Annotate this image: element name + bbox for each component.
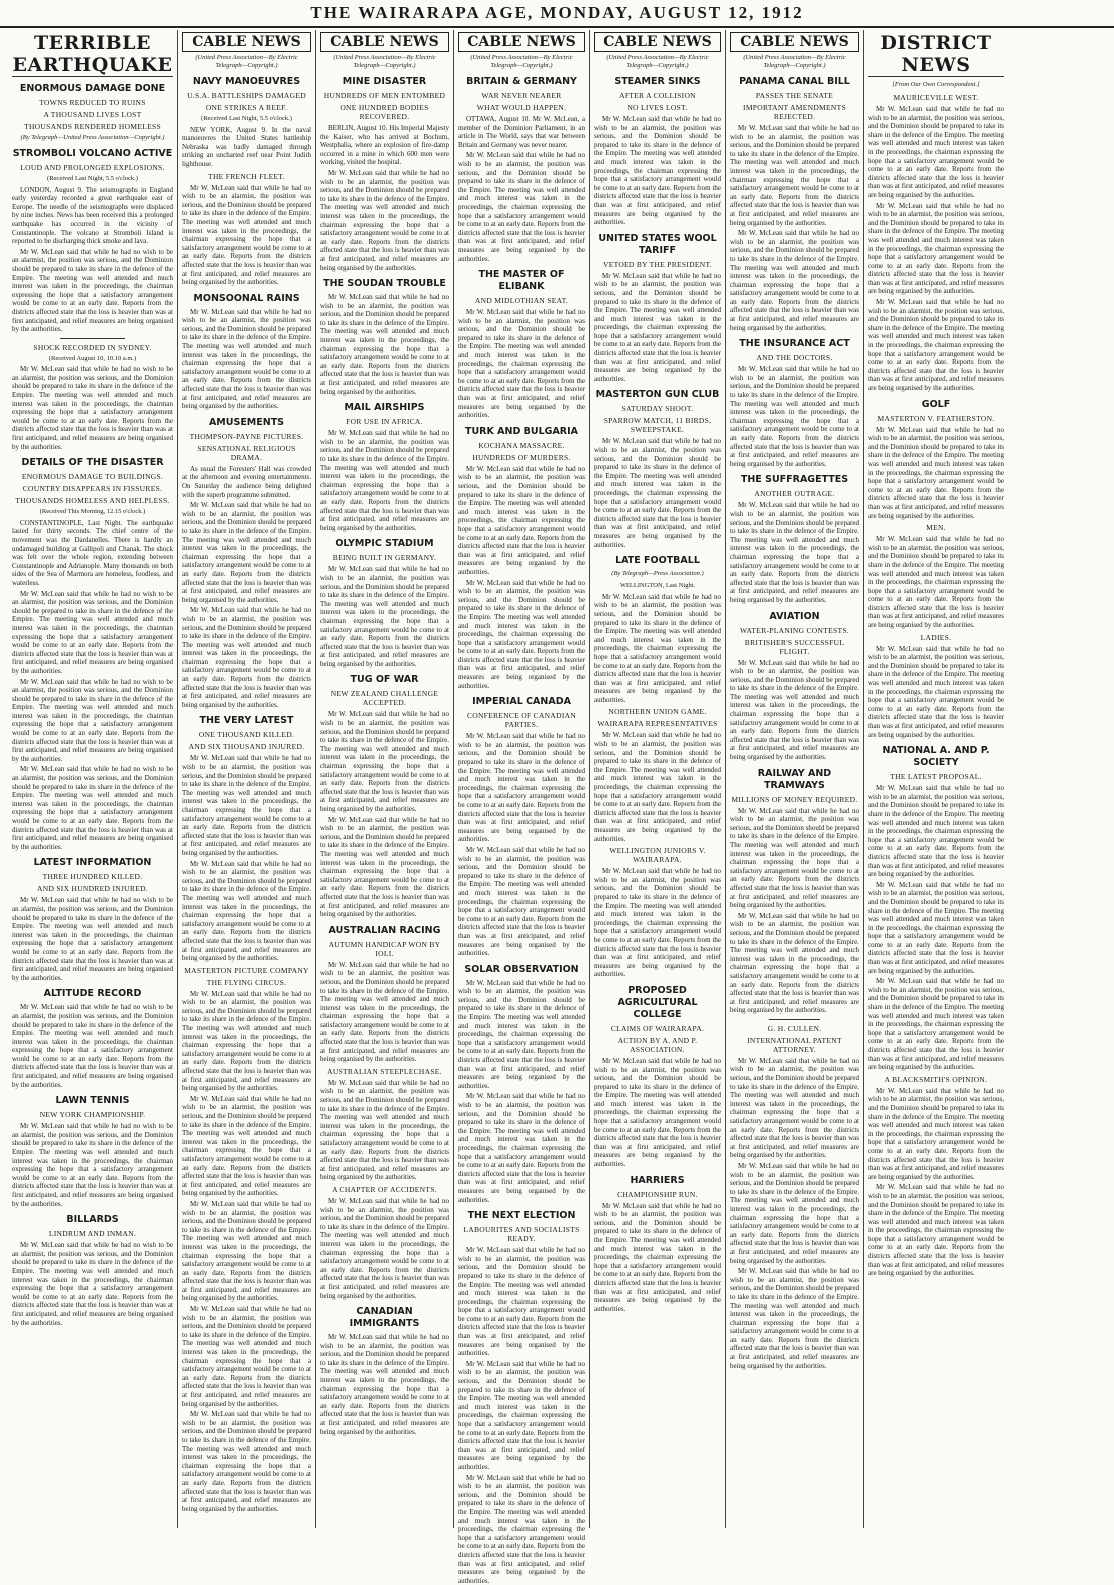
dateline: (Received Last Night, 5.5 o'clock.) — [47, 175, 138, 182]
article-text: Mr W. McLean said that while he had no wish to be an alarmist, the position was serious, and the Dominion should be prepared to take its share in the defence of the Empire. The meeting was well attended and much interest was taken in the proceedings, the chairman expressing the hope that a satisfactory arrangement would be come to at an early date. Reports from the districts affected state that the loss is heavier than was at first anticipated, and relief measures are being organised by the authorities. — [182, 307, 311, 411]
section-subheading: THOMPSON-PAYNE PICTURES. — [189, 431, 304, 441]
section-heading: UNITED STATES WOOL TARIFF — [598, 232, 717, 256]
section-heading: THE MASTER OF ELIBANK — [478, 269, 565, 293]
newspaper-columns — [8, 30, 1108, 1585]
section-heading: MINE DISASTER — [342, 76, 427, 87]
dateline: (Received This Morning, 12.15 o'clock.) — [39, 508, 146, 516]
article-text: Mr W. McLean said that while he had no wish to be an alarmist, the position was serious, and the Dominion should be prepared to take its share in the defence of the Empire. The meeting was well attended and much interest was taken in the proceedings, the chairman expressing the hope that a satisfactory arrangement would be come to at an early date. Reports from the districts affected state that the loss is heavier than was at first anticipated, and relief measures are being organised by the authorities. — [594, 867, 721, 979]
section-heading: STROMBOLI VOLCANO ACTIVE — [12, 148, 173, 159]
section-subheading: HUNDREDS OF MURDERS. — [472, 452, 571, 462]
article-text: Mr W. McLean said that while he had no wish to be an alarmist, the position was serious, and the Dominion should be prepared to take its share in the defence of the Empire. The meeting was well attended and much interest was taken in the proceedings, the chairman expressing the hope that a satisfactory arrangement would be come to at an early date. Reports from the districts affected state that the loss is heavier than was at first anticipated, and relief measures are being organised by the authorities. — [730, 124, 859, 227]
article-text: Mr W. McLean said that while he had no wish to be an alarmist, the position was serious, and the Dominion should be prepared to take its share in the defence of the Empire. The meeting was well attended and much interest was taken in the proceedings, the chairman expressing the hope that a satisfactory arrangement would be come to at an early date. Reports from the districts affected state that the loss is heavier than was at first anticipated, and relief measures are being organised by the authorities. — [868, 105, 1004, 199]
article-text: Mr W. McLean said that while he had no wish to be an alarmist, the position was serious, and the Dominion should be prepared to take its share in the defence of the Empire. The meeting was well attended and much interest was taken in the proceedings, the chairman expressing the hope that a satisfactory arrangement would be come to at an early date. Reports from the districts affected state that the loss is heavier than was at first anticipated, and relief measures are being organised by the authorities. — [320, 168, 449, 272]
section-heading: AUSTRALIAN RACING — [328, 924, 441, 936]
section-subheading: SHOCK RECORDED IN SYDNEY. — [33, 342, 152, 352]
column-6 — [726, 30, 864, 1528]
section-subheading: WAIRARAPA REPRESENTATIVES — [597, 719, 718, 729]
article-text: Mr W. McLean said that while he had no wish to be an alarmist, the position was serious, and the Dominion should be prepared to take its share in the defence of the Empire. The meeting was well attended and much interest was taken in the proceedings, the chairman expressing the hope that a satisfactory arrangement would be come to at an early date. Reports from the districts affected state that the loss is heavier than was at first anticipated, and relief measures are being organised by the authorities. — [320, 293, 449, 396]
section-subheading: THE FRENCH FLEET. — [208, 171, 285, 181]
section-heading: NAVY MANOEUVRES — [192, 76, 301, 87]
article-text: Mr W. McLean said that while he had no wish to be an alarmist, the position was serious, and the Dominion should be prepared to take its share in the defence of the Empire. The meeting was well attended and much interest was taken in the proceedings, the chairman expressing the hope that a satisfactory arrangement would be come to at an early date. Reports from the districts affected state that the loss is heavier than was at first anticipated, and relief measures are being organised by the authorities. — [730, 1267, 859, 1370]
section-subheading: AUSTRALIAN STEEPLECHASE. — [327, 1066, 442, 1076]
article-text: Mr W. McLean said that while he had no wish to be an alarmist, the position was serious, and the Dominion should be prepared to take its share in the defence of the Empire. The meeting was well attended and much interest was taken in the proceedings, the chairman expressing the hope that a satisfactory arrangement would be come to at an early date. Reports from the districts affected state that the loss is heavier than was at first anticipated, and relief measures are being organised by the authorities. — [868, 298, 1004, 392]
section-subheading: BRITISHER'S SUCCESSFUL FLIGHT. — [744, 637, 845, 656]
section-subheading: BEING BUILT IN GERMANY. — [332, 553, 437, 563]
section-subheading: HUNDREDS OF MEN ENTOMBED — [323, 91, 446, 100]
section-subheading: LABOURITES AND SOCIALISTS READY. — [463, 1225, 580, 1244]
article-text: Mr W. McLean said that while he had no wish to be an alarmist, the position was serious, and the Dominion should be prepared to take its share in the defence of the Empire. The meeting was well attended and much interest was taken in the proceedings, the chairman expressing the hope that a satisfactory arrangement would be come to at an early date. Reports from the districts affected state that the loss is heavier than was at first anticipated, and relief measures are being organised by the authorities. — [182, 989, 311, 1093]
article-text: Mr W. McLean said that while he had no wish to be an alarmist, the position was serious, and the Dominion should be prepared to take its share in the defence of the Empire. The meeting was well attended and much interest was taken in the proceedings, the chairman expressing the hope that a satisfactory arrangement would be come to at an early date. Reports from the districts affected state that the loss is heavier than was at first anticipated, and relief measures are being organised by the authorities. — [320, 815, 449, 919]
section-subheading: G. H. CULLEN. — [767, 1023, 822, 1033]
article-text: Mr W. McLean said that while he had no wish to be an alarmist, the position was serious, and the Dominion should be prepared to take its share in the defence of the Empire. The meeting was well attended and much interest was taken in the proceedings, the chairman expressing the hope that a satisfactory arrangement would be come to at an early date. Reports from the districts affected state that the loss is heavier than was at first anticipated, and relief measures are being organised by the authorities. — [12, 589, 173, 675]
section-subheading: A CHAPTER OF ACCIDENTS. — [332, 1184, 437, 1194]
headline-district-news: DISTRICT NEWS — [868, 32, 1004, 77]
section-heading: AMUSEMENTS — [208, 416, 285, 428]
section-subheading: LOUD AND PROLONGED EXPLOSIONS. — [20, 163, 165, 172]
section-subheading: SATURDAY SHOOT. — [621, 404, 694, 414]
article-text: Mr W. McLean said that while he had no wish to be an alarmist, the position was serious, and the Dominion should be prepared to take its share in the defence of the Empire. The meeting was well attended and much interest was taken in the proceedings, the chairman expressing the hope that a satisfactory arrangement would be come to at an early date. Reports from the districts affected state that the loss is heavier than was at first anticipated, and relief measures are being organised by the authorities. — [12, 896, 173, 982]
article-text: Mr W. McLean said that while he had no wish to be an alarmist, the position was serious, and the Dominion should be prepared to take its share in the defence of the Empire. The meeting was well attended and much interest was taken in the proceedings, the chairman expressing the hope that a satisfactory arrangement would be come to at an early date. Reports from the districts affected state that the loss is heavier than was at first anticipated, and relief measures are being organised by the authorities. — [868, 535, 1004, 630]
article-text: Mr W. McLean said that while he had no wish to be an alarmist, the position was serious, and the Dominion should be prepared to take its share in the defence of the Empire. The meeting was well attended and much interest was taken in the proceedings, the chairman expressing the hope that a satisfactory arrangement would be come to at an early date. Reports from the districts affected state that the loss is heavier than was at first anticipated, and relief measures are being organised by the authorities. — [730, 911, 859, 1015]
dateline: (Received August 10, 10.10 a.m.) — [48, 354, 137, 362]
article-text: As usual the Foresters' Hall was crowded at the afternoon and evening entertainments. On Saturday the audience being delighted with the superb programme submitted. — [182, 464, 311, 499]
article-text: Mr W. McLean said that while he had no wish to be an alarmist, the position was serious, and the Dominion should be prepared to take its share in the defence of the Empire. The meeting was well attended and much interest was taken in the proceedings, the chairman expressing the hope that a satisfactory arrangement would be come to at an early date. Reports from the districts affected state that the loss is heavier than was at first anticipated, and relief measures are being organised by the authorities. — [458, 151, 585, 263]
section-heading: LATEST INFORMATION — [33, 857, 152, 869]
article-text: Mr W. McLean said that while he had no wish to be an alarmist, the position was serious, and the Dominion should be prepared to take its share in the defence of the Empire. The meeting was well attended and much interest was taken in the proceedings, the chairman expressing the hope that a satisfactory arrangement would be come to at an early date. Reports from the districts affected state that the loss is heavier than was at first anticipated, and relief measures are being organised by the authorities. — [458, 732, 585, 844]
section-heading: THE INSURANCE ACT — [739, 338, 850, 350]
article-text: Mr W. McLean said that while he had no wish to be an alarmist, the position was serious, and the Dominion should be prepared to take its share in the defence of the Empire. The meeting was well attended and much interest was taken in the proceedings, the chairman expressing the hope that a satisfactory arrangement would be come to at an early date. Reports from the districts affected state that the loss is heavier than was at first anticipated, and relief measures are being organised by the authorities. — [458, 1092, 585, 1204]
article-text: Mr W. McLean said that while he had no wish to be an alarmist, the position was serious, and the Dominion should be prepared to take its share in the defence of the Empire. The meeting was well attended and much interest was taken in the proceedings, the chairman expressing the hope that a satisfactory arrangement would be come to at an early date. Reports from the districts affected state that the loss is heavier than was at first anticipated, and relief measures are being organised by the authorities. — [868, 425, 1004, 520]
article-text: Mr W. McLean said that while he had no wish to be an alarmist, the position was serious, and the Dominion should be prepared to take its share in the defence of the Empire. The meeting was well attended and much interest was taken in the proceedings, the chairman expressing the hope that a satisfactory arrangement would be come to at an early date. Reports from the districts affected state that the loss is heavier than was at first anticipated, and relief measures are being organised by the authorities. — [12, 1241, 173, 1327]
section-heading: TUG OF WAR — [350, 674, 419, 686]
article-text: Mr W. McLean said that while he had no wish to be an alarmist, the position was serious, and the Dominion should be prepared to take its share in the defence of the Empire. The meeting was well attended and much interest was taken in the proceedings, the chairman expressing the hope that a satisfactory arrangement would be come to at an early date. Reports from the districts affected state that the loss is heavier than was at first anticipated, and relief measures are being organised by the authorities. — [320, 429, 449, 532]
section-subheading: MAURICEVILLE WEST. — [893, 93, 979, 102]
article-text: Mr W. McLean said that while he had no wish to be an alarmist, the position was serious, and the Dominion should be prepared to take its share in the defence of the Empire. The meeting was well attended and much interest was taken in the proceedings, the chairman expressing the hope that a satisfactory arrangement would be come to at an early date. Reports from the districts affected state that the loss is heavier than was at first anticipated, and relief measures are being organised by the authorities. — [12, 1003, 173, 1089]
section-subheading: NORTHERN UNION GAME. — [608, 707, 707, 717]
section-subheading: LADIES. — [920, 632, 952, 642]
section-subheading: CLAIMS OF WAIRARAPA. — [610, 1023, 705, 1033]
article-text: Mr W. McLean said that while he had no wish to be an alarmist, the position was serious, and the Dominion should be prepared to take its share in the defence of the Empire. The meeting was well attended and much interest was taken in the proceedings, the chairman expressing the hope that a satisfactory arrangement would be come to at an early date. Reports from the districts affected state that the loss is heavier than was at first anticipated, and relief measures are being organised by the authorities. — [458, 464, 585, 576]
section-subheading: THE FLYING CIRCUS. — [206, 977, 287, 987]
section-heading: THE SOUDAN TROUBLE — [323, 278, 446, 290]
article-text: Mr W. McLean said that while he had no wish to be an alarmist, the position was serious, and the Dominion should be prepared to take its share in the defence of the Empire. The meeting was well attended and much interest was taken in the proceedings, the chairman expressing the hope that a satisfactory arrangement would be come to at an early date. Reports from the districts affected state that the loss is heavier than was at first anticipated, and relief measures are being organised by the authorities. — [320, 1333, 449, 1436]
section-subheading: ONE HUNDRED BODIES RECOVERED. — [340, 103, 429, 121]
section-heading: THE NEXT ELECTION — [467, 1210, 576, 1222]
article-text: Mr W. McLean said that while he had no wish to be an alarmist, the position was serious, and the Dominion should be prepared to take its share in the defence of the Empire. The meeting was well attended and much interest was taken in the proceedings, the chairman expressing the hope that a satisfactory arrangement would be come to at an early date. Reports from the districts affected state that the loss is heavier than was at first anticipated, and relief measures are being organised by the authorities. — [182, 859, 311, 963]
section-subheading: CHAMPIONSHIP RUN. — [617, 1189, 698, 1199]
section-heading: AVIATION — [769, 610, 820, 622]
subhead: ENORMOUS DAMAGE DONE — [19, 83, 166, 94]
section-subheading: SENSATIONAL RELIGIOUS DRAMA. — [197, 443, 296, 462]
article-text: NEW YORK, August 9. In the naval manoeuvres the United States battleship Nebraska was badly damaged through striking an uncharted reef near Point Judith lighthouse. — [182, 125, 311, 168]
article-text: Mr W. McLean said that while he had no wish to be an alarmist, the position was serious, and the Dominion should be prepared to take its share in the defence of the Empire. The meeting was well attended and much interest was taken in the proceedings, the chairman expressing the hope that a satisfactory arrangement would be come to at an early date. Reports from the districts affected state that the loss is heavier than was at first anticipated, and relief measures are being organised by the authorities. — [320, 1196, 449, 1300]
article-text: Mr W. McLean said that while he had no wish to be an alarmist, the position was serious, and the Dominion should be prepared to take its share in the defence of the Empire. The meeting was well attended and much interest was taken in the proceedings, the chairman expressing the hope that a satisfactory arrangement would be come to at an early date. Reports from the districts affected state that the loss is heavier than was at first anticipated, and relief measures are being organised by the authorities. — [458, 1473, 585, 1585]
masthead: THE WAIRARAPA AGE, MONDAY, AUGUST 12, 1912 — [0, 0, 1114, 28]
article-text: Mr W. McLean said that while he had no wish to be an alarmist, the position was serious, and the Dominion should be prepared to take its share in the defence of the Empire. The meeting was well attended and much interest was taken in the proceedings, the chairman expressing the hope that a satisfactory arrangement would be come to at an early date. Reports from the districts affected state that the loss is heavier than was at first anticipated, and relief measures are being organised by the authorities. — [320, 565, 449, 668]
article-text: Mr W. McLean said that while he had no wish to be an alarmist, the position was serious, and the Dominion should be prepared to take its share in the defence of the Empire. The meeting was well attended and much interest was taken in the proceedings, the chairman expressing the hope that a satisfactory arrangement would be come to at an early date. Reports from the districts affected state that the loss is heavier than was at first anticipated, and relief measures are being organised by the authorities. — [12, 365, 173, 451]
article-text: Mr W. McLean said that while he had no wish to be an alarmist, the position was serious, and the Dominion should be prepared to take its share in the defence of the Empire. The meeting was well attended and much interest was taken in the proceedings, the chairman expressing the hope that a satisfactory arrangement would be come to at an early date. Reports from the districts affected state that the loss is heavier than was at first anticipated, and relief measures are being organised by the authorities. — [730, 806, 859, 910]
section-heading: TURK AND BULGARIA — [464, 425, 579, 437]
subhead: A THOUSAND LIVES LOST — [43, 110, 142, 119]
section-heading: THE SUFFRAGETTES — [740, 474, 849, 486]
credit-line: (By Telegraph—United Press Association—Copyright.) — [20, 134, 165, 141]
section-subheading: WAR NEVER NEARER — [481, 91, 562, 100]
article-text: Mr W. McLean said that while he had no wish to be an alarmist, the position was serious, and the Dominion should be prepared to take its share in the defence of the Empire. The meeting was well attended and much interest was taken in the proceedings, the chairman expressing the hope that a satisfactory arrangement would be come to at an early date. Reports from the districts affected state that the loss is heavier than was at first anticipated, and relief measures are being organised by the authorities. — [182, 1199, 311, 1303]
article-text: Mr W. McLean said that while he had no wish to be an alarmist, the position was serious, and the Dominion should be prepared to take its share in the defence of the Empire. The meeting was well attended and much interest was taken in the proceedings, the chairman expressing the hope that a satisfactory arrangement would be come to at an early date. Reports from the districts affected state that the loss is heavier than was at first anticipated, and relief measures are being organised by the authorities. — [594, 271, 721, 383]
credit-line: (United Press Association—By Electric Telegraph—Copyright.) — [333, 54, 436, 69]
column-4 — [454, 30, 590, 1585]
section-heading: NATIONAL A. AND P. SOCIETY — [882, 745, 990, 769]
section-subheading: ACTION BY A. AND P. ASSOCIATION. — [617, 1035, 698, 1054]
article-text: Mr W. McLean said that while he had no wish to be an alarmist, the position was serious, and the Dominion should be prepared to take its share in the defence of the Empire. The meeting was well attended and much interest was taken in the proceedings, the chairman expressing the hope that a satisfactory arrangement would be come to at an early date. Reports from the districts affected state that the loss is heavier than was at first anticipated, and relief measures are being organised by the authorities. — [868, 784, 1004, 879]
article-text: Mr W. McLean said that while he had no wish to be an alarmist, the position was serious, and the Dominion should be prepared to take its share in the defence of the Empire. The meeting was well attended and much interest was taken in the proceedings, the chairman expressing the hope that a satisfactory arrangement would be come to at an early date. Reports from the districts affected state that the loss is heavier than was at first anticipated, and relief measures are being organised by the authorities. — [182, 1305, 311, 1408]
article-text: Mr W. McLean said that while he had no wish to be an alarmist, the position was serious, and the Dominion should be prepared to take its share in the defence of the Empire. The meeting was well attended and much interest was taken in the proceedings, the chairman expressing the hope that a satisfactory arrangement would be come to at an early date. Reports from the districts affected state that the loss is heavier than was at first anticipated, and relief measures are being organised by the authorities. — [730, 229, 859, 332]
article-text: Mr W. McLean said that while he had no wish to be an alarmist, the position was serious, and the Dominion should be prepared to take its share in the defence of the Empire. The meeting was well attended and much interest was taken in the proceedings, the chairman expressing the hope that a satisfactory arrangement would be come to at an early date. Reports from the districts affected state that the loss is heavier than was at first anticipated, and relief measures are being organised by the authorities. — [182, 606, 311, 709]
section-subheading: FOR USE IN AFRICA. — [346, 417, 423, 427]
section-heading: LAWN TENNIS — [55, 1095, 130, 1107]
section-heading: DETAILS OF THE DISASTER — [21, 457, 164, 469]
column-7 — [864, 30, 1008, 1528]
article-text: Mr W. McLean said that while he had no wish to be an alarmist, the position was serious, and the Dominion should be prepared to take its share in the defence of the Empire. The meeting was well attended and much interest was taken in the proceedings, the chairman expressing the hope that a satisfactory arrangement would be come to at an early date. Reports from the districts affected state that the loss is heavier than was at first anticipated, and relief measures are being organised by the authorities. — [594, 115, 721, 227]
divider — [60, 338, 124, 339]
article-text: Mr W. McLean said that while he had no wish to be an alarmist, the position was serious, and the Dominion should be prepared to take its share in the defence of the Empire. The meeting was well attended and much interest was taken in the proceedings, the chairman expressing the hope that a satisfactory arrangement would be come to at an early date. Reports from the districts affected state that the loss is heavier than was at first anticipated, and relief measures are being organised by the authorities. — [730, 658, 859, 762]
section-subheading: VETOED BY THE PRESIDENT. — [602, 259, 712, 269]
section-heading: GOLF — [921, 398, 951, 410]
credit-line: (By Telegraph—Press Association.) — [611, 570, 704, 578]
section-heading: LATE FOOTBALL — [615, 555, 700, 567]
section-subheading: AFTER A COLLISION — [619, 91, 696, 100]
article-text: Mr W. McLean said that while he had no wish to be an alarmist, the position was serious, and the Dominion should be prepared to take its share in the defence of the Empire. The meeting was well attended and much interest was taken in the proceedings, the chairman expressing the hope that a satisfactory arrangement would be come to at an early date. Reports from the districts affected state that the loss is heavier than was at first anticipated, and relief measures are being organised by the authorities. — [594, 437, 721, 549]
section-subheading: WATER-PLANING CONTESTS. — [740, 625, 849, 635]
section-subheading: MEN. — [926, 523, 946, 533]
credit-line: (United Press Association—By Electric Telegraph—Copyright.) — [195, 54, 298, 69]
section-heading: ALTITUDE RECORD — [43, 988, 142, 1000]
article-text: Mr W. McLean said that while he had no wish to be an alarmist, the position was serious, and the Dominion should be prepared to take its share in the defence of the Empire. The meeting was well attended and much interest was taken in the proceedings, the chairman expressing the hope that a satisfactory arrangement would be come to at an early date. Reports from the districts affected state that the loss is heavier than was at first anticipated, and relief measures are being organised by the authorities. — [868, 977, 1004, 1072]
section-subheading: THREE HUNDRED KILLED. — [42, 872, 143, 882]
section-subheading: ANOTHER OUTRAGE. — [754, 489, 835, 499]
section-heading: MAIL AIRSHIPS — [344, 402, 425, 414]
cable-news-banner: CABLE NEWS — [182, 32, 311, 52]
section-heading: IMPERIAL CANADA — [472, 696, 571, 708]
article-text: Mr W. McLean said that while he had no wish to be an alarmist, the position was serious, and the Dominion should be prepared to take its share in the defence of the Empire. The meeting was well attended and much interest was taken in the proceedings, the chairman expressing the hope that a satisfactory arrangement would be come to at an early date. Reports from the districts affected state that the loss is heavier than was at first anticipated, and relief measures are being organised by the authorities. — [182, 501, 311, 604]
section-heading: STEAMER SINKS — [614, 76, 701, 87]
article-text: Mr W. McLean said that while he had no wish to be an alarmist, the position was serious, and the Dominion should be prepared to take its share in the defence of the Empire. The meeting was well attended and much interest was taken in the proceedings, the chairman expressing the hope that a satisfactory arrangement would be come to at an early date. Reports from the districts affected state that the loss is heavier than was at first anticipated, and relief measures are being organised by the authorities. — [12, 677, 173, 763]
article-text: Mr W. McLean said that while he had no wish to be an alarmist, the position was serious, and the Dominion should be prepared to take its share in the defence of the Empire. The meeting was well attended and much interest was taken in the proceedings, the chairman expressing the hope that a satisfactory arrangement would be come to at an early date. Reports from the districts affected state that the loss is heavier than was at first anticipated, and relief measures are being organised by the authorities. — [458, 308, 585, 420]
section-subheading: NO LIVES LOST. — [627, 103, 688, 112]
section-subheading: NEW YORK CHAMPIONSHIP. — [39, 1110, 146, 1120]
article-text: Mr W. McLean said that while he had no wish to be an alarmist, the position was serious, and the Dominion should be prepared to take its share in the defence of the Empire. The meeting was well attended and much interest was taken in the proceedings, the chairman expressing the hope that a satisfactory arrangement would be come to at an early date. Reports from the districts affected state that the loss is heavier than was at first anticipated, and relief measures are being organised by the authorities. — [868, 1086, 1004, 1181]
section-heading: CANADIAN IMMIGRANTS — [349, 1306, 420, 1330]
article-text: CONSTANTINOPLE, Last Night. The earthquake lasted for thirty seconds. The chief centre of the movement was the Dardanelles. There is hardly an undamaged building at Gallipoli and Chanak. The shock was felt over the whole region, extending between Constantinople and Adrianople. Many thousands on both sides of the Sea of Marmora are homeless, foodless, and waterless. — [12, 518, 173, 587]
section-heading: BRITAIN & GERMANY — [466, 76, 577, 87]
section-heading: HARRIERS — [630, 1174, 685, 1186]
section-subheading: COUNTRY DISAPPEARS IN FISSURES. — [22, 484, 163, 494]
section-subheading: AND SIX HUNDRED INJURED. — [37, 884, 148, 894]
column-1 — [8, 30, 178, 1528]
section-subheading: U.S.A. BATTLESHIPS DAMAGED — [187, 91, 306, 100]
article-text: Mr W. McLean said that while he had no wish to be an alarmist, the position was serious, and the Dominion should be prepared to take its share in the defence of the Empire. The meeting was well attended and much interest was taken in the proceedings, the chairman expressing the hope that a satisfactory arrangement would be come to at an early date. Reports from the districts affected state that the loss is heavier than was at first anticipated, and relief measures are being organised by the authorities. — [182, 1094, 311, 1198]
cable-news-banner: CABLE NEWS — [458, 32, 585, 52]
article-text: Mr W. McLean said that while he had no wish to be an alarmist, the position was serious, and the Dominion should be prepared to take its share in the defence of the Empire. The meeting was well attended and much interest was taken in the proceedings, the chairman expressing the hope that a satisfactory arrangement would be come to at an early date. Reports from the districts affected state that the loss is heavier than was at first anticipated, and relief measures are being organised by the authorities. — [594, 1201, 721, 1313]
article-text: Mr W. McLean said that while he had no wish to be an alarmist, the position was serious, and the Dominion should be prepared to take its share in the defence of the Empire. The meeting was well attended and much interest was taken in the proceedings, the chairman expressing the hope that a satisfactory arrangement would be come to at an early date. Reports from the districts affected state that the loss is heavier than was at first anticipated, and relief measures are being organised by the authorities. — [182, 183, 311, 287]
article-text: LONDON, August 9. The seismographs in England early yesterday recorded a great earthquake east of Europe. The needle of the seismographs were displaced by nine inches. News has been received this a prolonged earthquake has occurred in the vicinity of Constantinople. The volcano at Stromboli Island is reported to be discharging thick smoke and lava. — [12, 185, 173, 246]
article-text: Mr W. McLean said that while he had no wish to be an alarmist, the position was serious, and the Dominion should be prepared to take its share in the defence of the Empire. The meeting was well attended and much interest was taken in the proceedings, the chairman expressing the hope that a satisfactory arrangement would be come to at an early date. Reports from the districts affected state that the loss is heavier than was at first anticipated, and relief measures are being organised by the authorities. — [320, 1078, 449, 1182]
dateline: (Received Last Night, 5.5 o'clock.) — [201, 115, 292, 122]
section-subheading: IMPORTANT AMENDMENTS REJECTED. — [743, 103, 846, 121]
article-text: Mr W. McLean said that while he had no wish to be an alarmist, the position was serious, and the Dominion should be prepared to take its share in the defence of the Empire. The meeting was well attended and much interest was taken in the proceedings, the chairman expressing the hope that a satisfactory arrangement would be come to at an early date. Reports from the districts affected state that the loss is heavier than was at first anticipated, and relief measures are being organised by the authorities. — [730, 1056, 859, 1160]
section-heading: RAILWAY AND TRAMWAYS — [757, 767, 832, 791]
section-subheading: ONE STRIKES A REEF. — [205, 103, 288, 112]
section-heading: THE VERY LATEST — [199, 715, 294, 727]
credit-line: (United Press Association—By Electric Telegraph—Copyright.) — [743, 54, 846, 69]
credit-line: (United Press Association—By Electric Telegraph—Copyright.) — [606, 54, 709, 69]
article-text: OTTAWA, August 10. Mr W. McLean, a member of the Dominion Parliament, in an article in The World, says that war between Britain and Germany was never nearer. — [458, 115, 585, 149]
subhead: THOUSANDS RENDERED HOMELESS — [24, 122, 161, 131]
article-text: Mr W. McLean said that while he had no wish to be an alarmist, the position was serious, and the Dominion should be prepared to take its share in the defence of the Empire. The meeting was well attended and much interest was taken in the proceedings, the chairman expressing the hope that a satisfactory arrangement would be come to at an early date. Reports from the districts affected state that the loss is heavier than was at first anticipated, and relief measures are being organised by the authorities. — [458, 578, 585, 690]
section-subheading: LINDRUM AND INMAN. — [48, 1229, 137, 1239]
section-subheading: MASTERTON V. FEATHERSTON. — [877, 413, 995, 423]
article-text: Mr W. McLean said that while he had no wish to be an alarmist, the position was serious, and the Dominion should be prepared to take its share in the defence of the Empire. The meeting was well attended and much interest was taken in the proceedings, the chairman expressing the hope that a satisfactory arrangement would be come to at an early date. Reports from the districts affected state that the loss is heavier than was at first anticipated, and relief measures are being organised by the authorities. — [594, 731, 721, 843]
section-subheading: MASTERTON PICTURE COMPANY — [184, 965, 309, 975]
section-heading: SOLAR OBSERVATION — [464, 963, 579, 975]
article-text: Mr W. McLean said that while he had no wish to be an alarmist, the position was serious, and the Dominion should be prepared to take its share in the defence of the Empire. The meeting was well attended and much interest was taken in the proceedings, the chairman expressing the hope that a satisfactory arrangement would be come to at an early date. Reports from the districts affected state that the loss is heavier than was at first anticipated, and relief measures are being organised by the authorities. — [868, 1183, 1004, 1278]
section-heading: BILLARDS — [66, 1214, 119, 1226]
section-subheading: ONE THOUSAND KILLED. — [198, 730, 295, 740]
article-text: Mr W. McLean said that while he had no wish to be an alarmist, the position was serious, and the Dominion should be prepared to take its share in the defence of the Empire. The meeting was well attended and much interest was taken in the proceedings, the chairman expressing the hope that a satisfactory arrangement would be come to at an early date. Reports from the districts affected state that the loss is heavier than was at first anticipated, and relief measures are being organised by the authorities. — [12, 247, 173, 334]
section-subheading: AND SIX THOUSAND INJURED. — [188, 742, 305, 752]
section-heading: MONSOONAL RAINS — [193, 292, 300, 304]
section-subheading: INTERNATIONAL PATENT ATTORNEY. — [747, 1035, 842, 1054]
section-subheading: CONFERENCE OF CANADIAN PARTIES. — [466, 711, 577, 730]
section-subheading: THE LATEST PROPOSAL. — [890, 772, 982, 782]
credit-line: (United Press Association—By Electric Telegraph—Copyright.) — [470, 54, 573, 69]
section-subheading: AND THE DOCTORS. — [756, 353, 833, 363]
headline-earthquake: TERRIBLE EARTHQUAKE — [12, 32, 173, 76]
article-text: Mr W. McLean said that while he had no wish to be an alarmist, the position was serious, and the Dominion should be prepared to take its share in the defence of the Empire. The meeting was well attended and much interest was taken in the proceedings, the chairman expressing the hope that a satisfactory arrangement would be come to at an early date. Reports from the districts affected state that the loss is heavier than was at first anticipated, and relief measures are being organised by the authorities. — [12, 765, 173, 851]
section-subheading: NEW ZEALAND CHALLENGE ACCEPTED. — [330, 689, 439, 708]
dateline: WELLINGTON, Last Night. — [619, 582, 696, 590]
article-text: Mr W. McLean said that while he had no wish to be an alarmist, the position was serious, and the Dominion should be prepared to take its share in the defence of the Empire. The meeting was well attended and much interest was taken in the proceedings, the chairman expressing the hope that a satisfactory arrangement would be come to at an early date. Reports from the districts affected state that the loss is heavier than was at first anticipated, and relief measures are being organised by the authorities. — [182, 754, 311, 857]
section-subheading: AUTUMN HANDICAP WON BY IOLI. — [328, 939, 441, 958]
article-text: Mr W. McLean said that while he had no wish to be an alarmist, the position was serious, and the Dominion should be prepared to take its share in the defence of the Empire. The meeting was well attended and much interest was taken in the proceedings, the chairman expressing the hope that a satisfactory arrangement would be come to at an early date. Reports from the districts affected state that the loss is heavier than was at first anticipated, and relief measures are being organised by the authorities. — [868, 201, 1004, 296]
cable-news-banner: CABLE NEWS — [320, 32, 449, 52]
article-text: Mr W. McLean said that while he had no wish to be an alarmist, the position was serious, and the Dominion should be prepared to take its share in the defence of the Empire. The meeting was well attended and much interest was taken in the proceedings, the chairman expressing the hope that a satisfactory arrangement would be come to at an early date. Reports from the districts affected state that the loss is heavier than was at first anticipated, and relief measures are being organised by the authorities. — [594, 592, 721, 704]
article-text: BERLIN, August 10. His Imperial Majesty the Kaiser, who has arrived at Bochum, Westphalia, where an explosion of fire-damp occurred in a mine in which 600 men were working, visited the hospital. — [320, 124, 449, 167]
section-subheading: ENORMOUS DAMAGE TO BUILDINGS. — [21, 472, 164, 482]
article-text: Mr W. McLean said that while he had no wish to be an alarmist, the position was serious, and the Dominion should be prepared to take its share in the defence of the Empire. The meeting was well attended and much interest was taken in the proceedings, the chairman expressing the hope that a satisfactory arrangement would be come to at an early date. Reports from the districts affected state that the loss is heavier than was at first anticipated, and relief measures are being organised by the authorities. — [458, 845, 585, 958]
subhead: TOWNS REDUCED TO RUINS — [39, 98, 146, 107]
section-subheading: WELLINGTON JUNIORS V. WAIRARAPA. — [609, 846, 706, 865]
article-text: Mr W. McLean said that while he had no wish to be an alarmist, the position was serious, and the Dominion should be prepared to take its share in the defence of the Empire. The meeting was well attended and much interest was taken in the proceedings, the chairman expressing the hope that a satisfactory arrangement would be come to at an early date. Reports from the districts affected state that the loss is heavier than was at first anticipated, and relief measures are being organised by the authorities. — [730, 1162, 859, 1265]
section-subheading: AND MIDLOTHIAN SEAT. — [474, 296, 569, 306]
article-text: Mr W. McLean said that while he had no wish to be an alarmist, the position was serious, and the Dominion should be prepared to take its share in the defence of the Empire. The meeting was well attended and much interest was taken in the proceedings, the chairman expressing the hope that a satisfactory arrangement would be come to at an early date. Reports from the districts affected state that the loss is heavier than was at first anticipated, and relief measures are being organised by the authorities. — [458, 1246, 585, 1358]
section-heading: OLYMPIC STADIUM — [335, 538, 434, 550]
section-subheading: THOUSANDS HOMELESS AND HELPLESS. — [15, 496, 170, 506]
section-subheading: A BLACKSMITH'S OPINION. — [884, 1074, 988, 1084]
article-text: Mr W. McLean said that while he had no wish to be an alarmist, the position was serious, and the Dominion should be prepared to take its share in the defence of the Empire. The meeting was well attended and much interest was taken in the proceedings, the chairman expressing the hope that a satisfactory arrangement would be come to at an early date. Reports from the districts affected state that the loss is heavier than was at first anticipated, and relief measures are being organised by the authorities. — [868, 644, 1004, 739]
article-text: Mr W. McLean said that while he had no wish to be an alarmist, the position was serious, and the Dominion should be prepared to take its share in the defence of the Empire. The meeting was well attended and much interest was taken in the proceedings, the chairman expressing the hope that a satisfactory arrangement would be come to at an early date. Reports from the districts affected state that the loss is heavier than was at first anticipated, and relief measures are being organised by the authorities. — [182, 1410, 311, 1513]
section-subheading: MILLIONS OF MONEY REQUIRED. — [731, 794, 858, 804]
section-subheading: KOCHANA MASSACRE. — [478, 440, 565, 450]
column-2 — [178, 30, 316, 1528]
column-5 — [590, 30, 726, 1528]
column-3 — [316, 30, 454, 1528]
section-heading: MASTERTON GUN CLUB — [595, 389, 720, 401]
article-text: Mr W. McLean said that while he had no wish to be an alarmist, the position was serious, and the Dominion should be prepared to take its share in the defence of the Empire. The meeting was well attended and much interest was taken in the proceedings, the chairman expressing the hope that a satisfactory arrangement would be come to at an early date. Reports from the districts affected state that the loss is heavier than was at first anticipated, and relief measures are being organised by the authorities. — [12, 1122, 173, 1208]
cable-news-banner: CABLE NEWS — [594, 32, 721, 52]
article-text: Mr W. McLean said that while he had no wish to be an alarmist, the position was serious, and the Dominion should be prepared to take its share in the defence of the Empire. The meeting was well attended and much interest was taken in the proceedings, the chairman expressing the hope that a satisfactory arrangement would be come to at an early date. Reports from the districts affected state that the loss is heavier than was at first anticipated, and relief measures are being organised by the authorities. — [730, 501, 859, 604]
credit-line: [From Our Own Correspondent.] — [892, 81, 980, 88]
article-text: Mr W. McLean said that while he had no wish to be an alarmist, the position was serious, and the Dominion should be prepared to take its share in the defence of the Empire. The meeting was well attended and much interest was taken in the proceedings, the chairman expressing the hope that a satisfactory arrangement would be come to at an early date. Reports from the districts affected state that the loss is heavier than was at first anticipated, and relief measures are being organised by the authorities. — [320, 710, 449, 813]
article-text: Mr W. McLean said that while he had no wish to be an alarmist, the position was serious, and the Dominion should be prepared to take its share in the defence of the Empire. The meeting was well attended and much interest was taken in the proceedings, the chairman expressing the hope that a satisfactory arrangement would be come to at an early date. Reports from the districts affected state that the loss is heavier than was at first anticipated, and relief measures are being organised by the authorities. — [730, 365, 859, 468]
cable-news-banner: CABLE NEWS — [730, 32, 859, 52]
section-heading: PANAMA CANAL BILL — [739, 76, 850, 87]
section-heading: PROPOSED AGRICULTURAL COLLEGE — [617, 984, 698, 1020]
article-text: Mr W. McLean said that while he had no wish to be an alarmist, the position was serious, and the Dominion should be prepared to take its share in the defence of the Empire. The meeting was well attended and much interest was taken in the proceedings, the chairman expressing the hope that a satisfactory arrangement would be come to at an early date. Reports from the districts affected state that the loss is heavier than was at first anticipated, and relief measures are being organised by the authorities. — [458, 978, 585, 1090]
article-text: Mr W. McLean said that while he had no wish to be an alarmist, the position was serious, and the Dominion should be prepared to take its share in the defence of the Empire. The meeting was well attended and much interest was taken in the proceedings, the chairman expressing the hope that a satisfactory arrangement would be come to at an early date. Reports from the districts affected state that the loss is heavier than was at first anticipated, and relief measures are being organised by the authorities. — [594, 1056, 721, 1169]
article-text: Mr W. McLean said that while he had no wish to be an alarmist, the position was serious, and the Dominion should be prepared to take its share in the defence of the Empire. The meeting was well attended and much interest was taken in the proceedings, the chairman expressing the hope that a satisfactory arrangement would be come to at an early date. Reports from the districts affected state that the loss is heavier than was at first anticipated, and relief measures are being organised by the authorities. — [868, 880, 1004, 975]
section-subheading: WHAT WOULD HAPPEN. — [476, 103, 567, 112]
section-subheading: SPARROW MATCH, 11 BIRDS, SWEEPSTAKE. — [603, 416, 712, 435]
article-text: Mr W. McLean said that while he had no wish to be an alarmist, the position was serious, and the Dominion should be prepared to take its share in the defence of the Empire. The meeting was well attended and much interest was taken in the proceedings, the chairman expressing the hope that a satisfactory arrangement would be come to at an early date. Reports from the districts affected state that the loss is heavier than was at first anticipated, and relief measures are being organised by the authorities. — [458, 1359, 585, 1471]
section-subheading: PASSES THE SENATE — [755, 91, 834, 100]
divider — [769, 1019, 821, 1020]
article-text: Mr W. McLean said that while he had no wish to be an alarmist, the position was serious, and the Dominion should be prepared to take its share in the defence of the Empire. The meeting was well attended and much interest was taken in the proceedings, the chairman expressing the hope that a satisfactory arrangement would be come to at an early date. Reports from the districts affected state that the loss is heavier than was at first anticipated, and relief measures are being organised by the authorities. — [320, 960, 449, 1064]
